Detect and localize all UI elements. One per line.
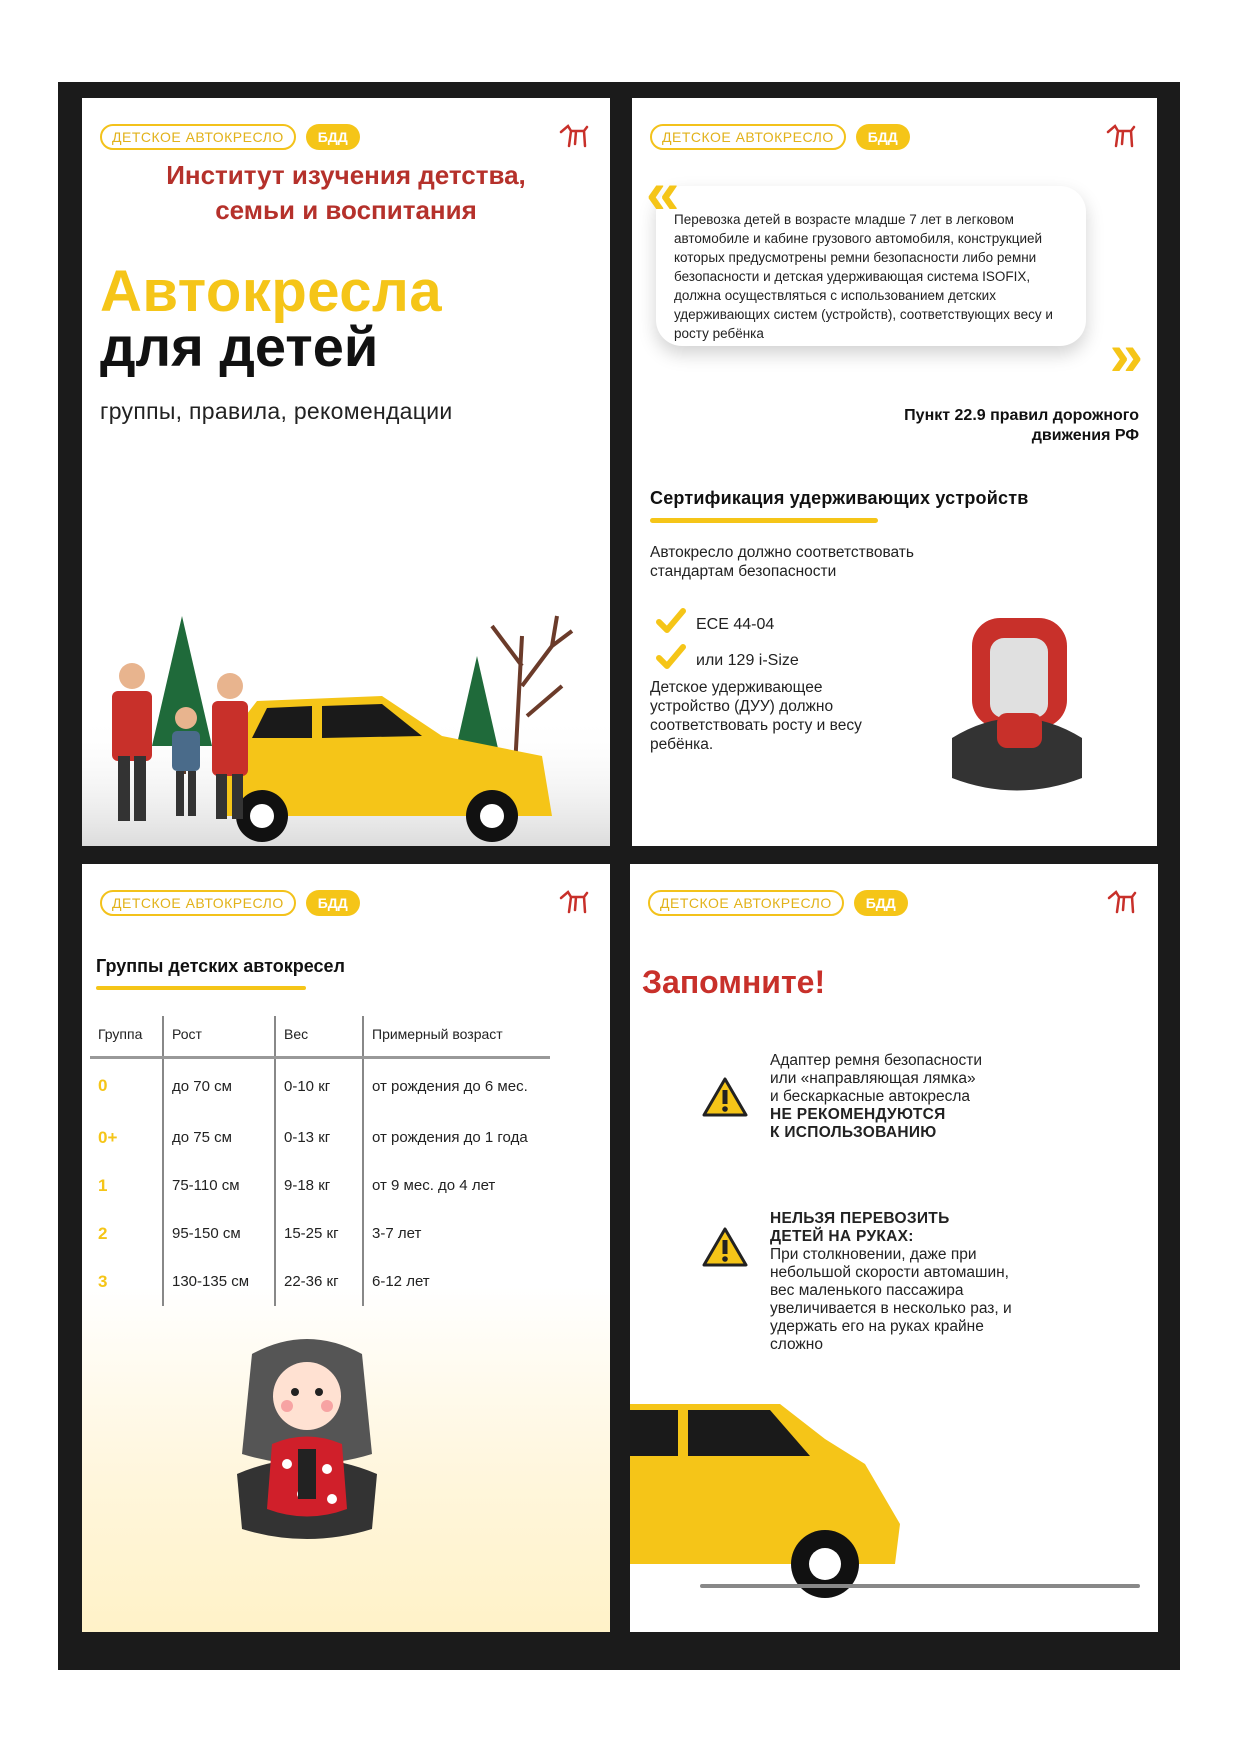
yellow-car-illustration <box>630 1384 1158 1632</box>
baby-in-seat-illustration <box>232 1334 382 1544</box>
standard-2-label: или 129 i-Size <box>696 652 799 669</box>
horse-logo-icon <box>558 888 590 916</box>
subtitle: группы, правила, рекомендации <box>100 398 453 424</box>
quote-open-icon: « <box>646 159 680 226</box>
warning-1-line-5: К ИСПОЛЬЗОВАНИЮ <box>770 1124 937 1141</box>
horse-logo-icon <box>1106 888 1138 916</box>
tag-section: БДД <box>856 124 910 150</box>
checkmark-icon <box>656 644 686 670</box>
tag-category: ДЕТСКОЕ АВТОКРЕСЛО <box>648 890 844 916</box>
family-car-illustration <box>82 516 610 846</box>
header-group: Группа <box>90 1016 163 1058</box>
warning-1-line-4: НЕ РЕКОМЕНДУЮТСЯ <box>770 1106 946 1123</box>
horse-logo-icon <box>1105 122 1137 150</box>
warning-1-text <box>770 1052 1030 1142</box>
groups-table <box>90 1016 550 1306</box>
header-height: Рост <box>163 1016 275 1058</box>
tags <box>100 124 360 150</box>
warning-2-text <box>770 1210 1020 1354</box>
institute-line-2: семьи и воспитания <box>215 195 477 225</box>
groups-slide <box>82 864 610 1632</box>
cell-group: 3 <box>98 1271 108 1291</box>
horse-logo-icon <box>558 122 590 150</box>
cell-age: от 9 мес. до 4 лет <box>363 1162 550 1210</box>
cell-weight: 0-10 кг <box>275 1058 363 1114</box>
rules-slide <box>632 98 1157 846</box>
groups-title: Группы детских автокресел <box>96 956 345 976</box>
cell-group: 0+ <box>98 1127 118 1147</box>
institute-line-1: Институт изучения детства, <box>166 160 526 190</box>
table-row <box>90 1210 550 1258</box>
cover-slide <box>82 98 610 846</box>
standard-2 <box>656 644 799 670</box>
institute-name <box>82 158 610 228</box>
tag-category: ДЕТСКОЕ АВТОКРЕСЛО <box>650 124 846 150</box>
header-age: Примерный возраст <box>363 1016 550 1058</box>
tag-category: ДЕТСКОЕ АВТОКРЕСЛО <box>100 890 296 916</box>
cert-text: Автокресло должно соответствовать стандартам безопасности <box>650 544 914 580</box>
tags <box>100 890 360 916</box>
title-line-1: Автокресла <box>100 259 443 324</box>
warning-icon <box>702 1076 748 1118</box>
cell-weight: 15-25 кг <box>275 1210 363 1258</box>
cell-weight: 9-18 кг <box>275 1162 363 1210</box>
cell-group: 1 <box>98 1175 108 1195</box>
warning-1-line-2: или «направляющая лямка» <box>770 1070 976 1087</box>
remember-title: Запомните! <box>642 964 826 1000</box>
cell-group: 0 <box>98 1076 108 1096</box>
standard-1-label: ECE 44-04 <box>696 616 775 633</box>
tag-section: БДД <box>854 890 908 916</box>
cell-group: 2 <box>98 1223 108 1243</box>
tag-section: БДД <box>306 890 360 916</box>
table-row <box>90 1162 550 1210</box>
quote-source: Пункт 22.9 правил дорожного движения РФ <box>904 407 1139 444</box>
cert-underline <box>650 518 878 523</box>
warning-icon <box>702 1226 748 1268</box>
cell-age: от рождения до 1 года <box>363 1114 550 1162</box>
cell-age: 6-12 лет <box>363 1258 550 1306</box>
title-line-2: для детей <box>100 315 379 378</box>
groups-underline <box>96 986 306 990</box>
warning-2-line-1: НЕЛЬЗЯ ПЕРЕВОЗИТЬ <box>770 1210 950 1227</box>
cell-height: 75-110 см <box>163 1162 275 1210</box>
duu-text: Детское удерживающее устройство (ДУУ) должно соответствовать росту и весу ребёнка. <box>650 679 862 753</box>
cell-height: до 75 см <box>163 1114 275 1162</box>
cell-age: 3-7 лет <box>363 1210 550 1258</box>
checkmark-icon <box>656 608 686 634</box>
tags <box>648 890 908 916</box>
warning-1-line-1: Адаптер ремня безопасности <box>770 1052 983 1069</box>
cell-height: 95-150 см <box>163 1210 275 1258</box>
remember-slide <box>630 864 1158 1632</box>
header-weight: Вес <box>275 1016 363 1058</box>
table-row <box>90 1058 550 1114</box>
cell-weight: 0-13 кг <box>275 1114 363 1162</box>
tags <box>650 124 910 150</box>
tag-category: ДЕТСКОЕ АВТОКРЕСЛО <box>100 124 296 150</box>
table-row <box>90 1258 550 1306</box>
red-car-seat-image <box>942 618 1092 798</box>
warning-2-line-2: ДЕТЕЙ НА РУКАХ: <box>770 1228 914 1245</box>
cell-age: от рождения до 6 мес. <box>363 1058 550 1114</box>
cell-height: до 70 см <box>163 1058 275 1114</box>
warning-1-line-3: и бескаркасные автокресла <box>770 1088 971 1105</box>
tag-section: БДД <box>306 124 360 150</box>
warning-2-body: При столкновении, даже при небольшой скорости автомашин, вес маленького пассажира увеличивается в несколько раз, и удержать его на руках крайне сложно <box>770 1246 1012 1353</box>
table-row <box>90 1114 550 1162</box>
cert-title: Сертификация удерживающих устройств <box>650 488 1029 508</box>
quote-box: Перевозка детей в возрасте младше 7 лет в легковом автомобиле и кабине грузового автомобиля, конструкцией которых предусмотрены ремни безопасности либо ремни безопасности и детская удерживающая система ISOFIX, должна осуществляться с использованием детских удерживающих систем (устройств), соответствующих весу и росту ребёнка <box>656 186 1086 346</box>
quote-close-icon: » <box>1109 321 1143 388</box>
cell-height: 130-135 см <box>163 1258 275 1306</box>
cell-weight: 22-36 кг <box>275 1258 363 1306</box>
table-header-row <box>90 1016 550 1058</box>
standard-1 <box>656 608 774 634</box>
